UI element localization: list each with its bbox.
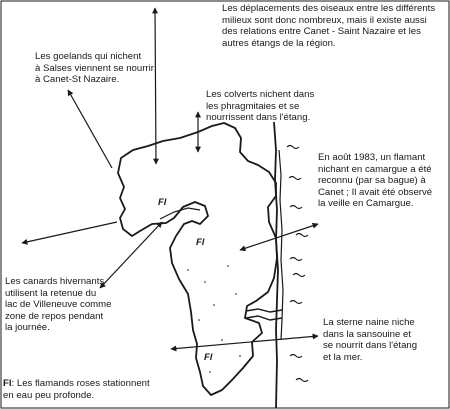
arrow-sterne	[171, 336, 318, 349]
legend-text: : Les flamands roses stationnent en eau peu profonde.	[3, 378, 150, 401]
legend-key: Fl	[3, 378, 12, 389]
map-legend	[3, 378, 193, 401]
note-flamant: En août 1983, un flamant nichant en camargue a été reconnu (par sa bague) à Canet ; Il avait été observé la veille en Camargue.	[318, 152, 433, 210]
flamingo-zone-label: Fl	[158, 197, 167, 208]
note-goelands: Les goelands qui nichent à Salses viennent se nourrir à Canet-St Nazaire.	[35, 51, 154, 86]
coastline-inner	[279, 150, 283, 340]
note-bird-movements: Les déplacements des oiseaux entre les différents milieux sont donc nombreux, mais il existe aussi des relations entre Canet - Saint Nazaire et les autres étangs de la région.	[222, 3, 436, 49]
flamingo-zone-label: Fl	[196, 237, 205, 248]
note-colverts: Les colverts nichent dans les phragmitaies et se nourrissent dans l'étang.	[206, 89, 315, 124]
note-canards: Les canards hivernants utilisent la retenue du lac de Villeneuve comme zone de repos pendant la journée.	[5, 276, 112, 334]
lagoon-outline	[118, 123, 277, 395]
arrow-flamant	[240, 224, 318, 250]
arrow-to-top	[155, 8, 156, 164]
arrow-west	[22, 222, 117, 243]
note-sterne: La sterne naine niche dans la sansouine et se nourrit dans l'étang et la mer.	[323, 317, 418, 363]
flamingo-zone-label: Fl	[204, 352, 213, 363]
arrow-goelands	[68, 90, 112, 168]
sea-waves	[287, 146, 308, 382]
